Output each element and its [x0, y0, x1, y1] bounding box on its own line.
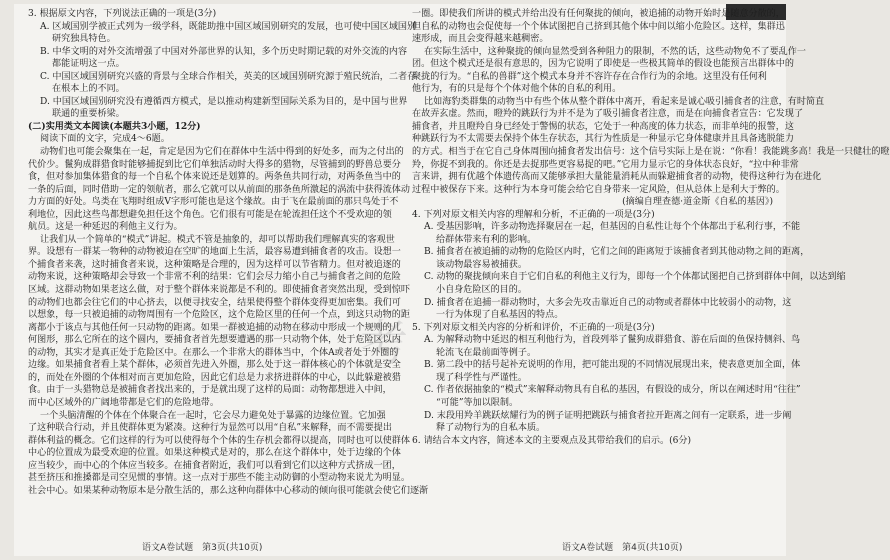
right-text-line: B. 捕食者在被追捕的动物的危险区内时，它们之间的距离短于该捕食者到其他动物之间的距离， — [424, 247, 810, 258]
right-text-line: 聚拢的行为。“自私的兽群”这个模式本身并不容许存在合作行为的余地。这里没有任何利 — [412, 71, 767, 82]
left-text-line: 应当较少，而中心的个体应当较多。在捕食者附近，我们可以看到它们以这种方式挤成一团， — [28, 460, 401, 471]
right-text-line: 速形成，而且会变得越来越稠密。 — [412, 34, 549, 45]
right-text-line: 小自身危险区的目的。 — [436, 285, 527, 296]
right-text-line: 在故弄玄虚。然而，瞪羚的跳跃行为并不是为了吸引捕食者注意，而是在向捕食者宣告：它发现了 — [412, 109, 804, 120]
left-text-line: 边缘。如果捕食者看上某个群体，必须首先进入外圈，那么处于这一群体核心的个体就是安全 — [28, 360, 401, 371]
left-text-line: 区域。这群动物如果老这么做，对于整个群体来说都是不利的。即使捕食者突然出现，受到惊吓 — [28, 285, 410, 296]
right-text-line: A. 受基因影响，许多动物选择聚居在一起，但基因的自私性让每个个体都出于私利行事，不能 — [424, 222, 801, 233]
right-text-line: 种跳跃行为不太需要去保持个体生存状态，其行为性质是一种显示它身体健康并且具备逃脱能力 — [412, 134, 794, 145]
left-text-line: 航员。这是一种延迟的利他主义行为。 — [28, 222, 183, 233]
right-text-line: 释了动物行为的自私本质。 — [436, 423, 546, 434]
right-text-line: A. 为解释动物中延迟的相互利他行为，首段列举了鬣狗成群猎食、游在后面的鱼保持侧斜、鸟 — [424, 335, 801, 346]
right-text-line: 羚，你捉不到我的。你还是去捉那些更容易捉的吧。”它用力显示它的身体状态良好，“拉中种非常 — [412, 159, 799, 170]
right-text-line: 一行为体现了自私基因的特点。 — [436, 310, 564, 321]
left-text-line: D. 中国区域国别研究没有遵循西方模式，是以推动构建新型国际关系为目的，是中国与世界 — [40, 96, 408, 107]
right-text-line: 4. 下列对原文相关内容的理解和分析，不正确的一项是(3分) — [412, 209, 655, 220]
left-text-line: 动物来说，这种策略却会导致一个非常不利的结果：它们会尽力缩小自己与捕食者之间的危险 — [28, 272, 401, 283]
left-text-line: 了这种联合行动，并且使群体更为紧凑。这种行为显然可以用“自私”来解释，而不需要提出 — [28, 423, 392, 434]
left-text-line: 动物们也可能会聚集在一起，肯定是因为它们在群体中生活中得到的好处多，而为之付出的 — [40, 147, 404, 158]
left-text-line: 代价少。鬣狗成群猎食时能够捕捉到比它们单独活动时大得多的猎物，尽管捕到的野兽总要分 — [28, 159, 401, 170]
left-text-line: 食。由于一头猎物总是被捕食者找出来的，于是就出现了这样的局面：动物都想进入中间， — [28, 385, 392, 396]
exam-paper-spread — [14, 4, 890, 556]
right-text-line: 但自私的动物也会促使每一个个体试图把自己挤到其他个体中间以缩小危险区。这样，集群迅 — [412, 21, 785, 32]
left-text-line: 群体利益的概念。它们这样的行为可以使得每个个体的生存机会都得以提高，同时也可以使群体 — [28, 435, 410, 446]
right-text-line: 5. 下列对原文相关内容的分析和评价，不正确的一项是(3分) — [412, 322, 655, 333]
left-text-line: 食，但对参加集体猎食的每一个自私个体来说还是划算的。两条鱼共同行动，对两条鱼当中的 — [28, 172, 401, 183]
left-text-line: 力方面的好处。鸟类在飞翔时组成V字形可能也是这个缘故。由于飞在最前面的那只鸟处于不 — [28, 197, 399, 208]
right-text-line: C. 作者依据抽象的“模式”来解释动物具有自私的基因，有假设的成分，所以在阐述时用“往往” — [424, 385, 801, 396]
left-text-line: 甚至挤压和推搡都是司空见惯的事情。这一点对于那些不能主动防御的小型动物来说尤为明显。 — [28, 473, 410, 484]
right-text-line: C. 动物的聚拢倾向来自于它们自私的利他主义行为，即每一个个体都试图把自己挤到群体中间，以达到缩 — [424, 272, 846, 283]
left-page-column — [28, 8, 429, 497]
left-text-line: 的动物们也都会往它们的中心挤去，以便寻找安全，结果使得整个群体变得更加密集。我们可 — [28, 297, 401, 308]
right-text-line: 比如海豹类群集的动物当中有些个体从整个群体中离开，看起来是诚心吸引捕食者的注意，有时简直 — [424, 96, 825, 107]
left-text-line: 而中心区域外的广阔地带都是它们的危险地带。 — [28, 397, 219, 408]
left-text-line: 联通的重要桥梁。 — [52, 109, 125, 120]
left-text-line: 3. 根据原文内容，下列说法正确的一项是(3分) — [28, 9, 217, 19]
left-text-line: 以想象，每一只被追捕的动物周围有一个危险区，这个危险区里的任何一个点，到这只动物的距 — [28, 310, 410, 321]
left-text-line: 一条的后面，同时借助一定的领航者，那么它就可以从前面的那条鱼所激起的涡流中获得流体动 — [28, 184, 410, 195]
right-text-line: 的方式。相当于在它自己身体周围向捕食者发出信号：这个信号实际上是在说：“你看！我能跳多高！我是一只健壮的瞪 — [412, 147, 890, 158]
left-text-line: 研究独具特色。 — [52, 34, 116, 45]
right-text-line: 过程中被保存下来。这种行为本身可能会给它自身带来一定风险，但从总体上是利大于弊的。 — [412, 184, 785, 195]
left-text-line: 的，而处在外圈的个体相对而言更加危险，因此它们总是力求挤进群体的中心，以此躲避被猎 — [28, 372, 401, 383]
right-text-line: 团。但这个模式还是很有意思的，因为它说明了即使是一些极其简单的假设也能预言出群体中的 — [412, 59, 794, 70]
left-text-line: A. 区域国别学被正式列为一级学科，既能助推中国区域国别研究的发展，也可使中国区域国别 — [40, 21, 417, 32]
left-text-line: 离都小于该点与其他任何一只动物的距离。如果一群被追捕的动物在移动中形成一个规则的几 — [28, 322, 401, 333]
right-text-line: 轮流飞在最前面等例子。 — [436, 347, 537, 358]
left-text-line: 何图形，那么它所在的这个圆内，要捕食者首先想要遭遇的那一只动物个体，处于危险区以内 — [28, 335, 401, 346]
right-text-line: D. 捕食者在追捕一群动物时，大多会先攻击靠近自己的动物或者群体中比较弱小的动物，这 — [424, 297, 792, 308]
right-page-column — [412, 8, 890, 447]
right-text-line: 该动物最容易被捕获。 — [436, 259, 527, 270]
right-text-line: 他行为，有的只是每个个体对他个体的自私的利用。 — [412, 84, 622, 95]
left-text-line: 个捕食者来袭，这时捕食者来说，这种策略是合理的，因为这样可以节省精力。但对被追逐的 — [28, 259, 401, 270]
right-text-line: 一圈。即使我们所讲的模式并给出没有任何聚拢的倾向，被追捕的动物开始时是随意分散的， — [412, 9, 785, 19]
right-text-line: 捕食者，并且瞪羚自身已经处于警惕的状态，它处于一种高度的体力状态，而非单纯的报警，这 — [412, 121, 794, 132]
right-text-line: 6. 请结合本文内容，简述本文的主要观点及其带给我们的启示。(6分) — [412, 435, 692, 446]
left-text-line: 让我们从一个简单的“模式”讲起。模式不管是抽象的，却可以帮助我们理解真实的客观世 — [40, 234, 395, 245]
left-text-line: B. 中华文明的对外交流增强了中国对外部世界的认知，多个历史时期记载的对外交流的内容 — [40, 46, 408, 57]
left-text-line: 都能证明这一点。 — [52, 59, 125, 70]
right-text-line: D. 末段用羚羊跳跃炫耀行为的例子证明把跳跃与捕食者拉开距离之间有一定联系，进一步阐 — [424, 410, 792, 421]
left-text-line: 中心的位置成为最受欢迎的位置。如果这种模式是对的，那么在这个群体中，处于边缘的个体 — [28, 448, 401, 459]
left-text-line: 的动物，其实才是真正处于危险区中。在那么一个非常大的群体当中，个体A或者处于外圈的 — [28, 347, 399, 358]
right-text-line: 在实际生活中，这种聚拢的倾向显然受到各种阻力的限制，不然的话，这些动物免不了要乱作一 — [424, 46, 806, 57]
left-text-line: 在根本上的不同。 — [52, 84, 125, 95]
right-text-line: B. 第二段中的括号起补充说明的作用，把可能出现的不同情况展现出来，使表意更加全面，体 — [424, 360, 801, 371]
right-text-line: 言来讲，拥有优越个体遗传高而又能够承担大量能量消耗从而躲避捕食者的动物，使得这种行为在进化 — [412, 172, 822, 183]
left-text-line: 阅读下面的文字，完成4～6题。 — [40, 134, 170, 145]
left-text-line: 社会中心。如果某种动物原本是分散生活的，那么这种向群体中心移动的倾向很可能就会使它们逐渐 — [28, 485, 429, 496]
left-text-line: (二)实用类文本阅读(本题共3小题，12分) — [28, 120, 201, 132]
right-text-line: 给群体带来有利的影响。 — [436, 234, 537, 245]
left-text-line: 利地位，因此这些鸟都想避免担任这个角色。它们很有可能是在轮流担任这个不受欢迎的领 — [28, 209, 392, 220]
right-text-line: (摘编自理查德·道金斯《自私的基因》) — [622, 197, 773, 208]
right-text-line: 现了科学性与严谨性。 — [436, 372, 527, 383]
right-page-footer: 语文A卷试题 第4页(共10页) — [562, 543, 683, 553]
watermark-glyph: 考 — [360, 315, 409, 371]
left-text-line: 界。设想有一群某一物种的动物被迫在空旷的地面上生活，最容易遭到捕食者的攻击。设想一 — [28, 247, 401, 258]
right-text-line: “可能”等加以限制。 — [436, 397, 519, 408]
left-text-line: C. 中国区域国别研究兴盛的背景与全球合作相关，英美的区域国别研究源于殖民统治，二者存 — [40, 71, 417, 82]
left-text-line: 一个头脑清醒的个体在个体聚合在一起时，它会尽力避免处于暴露的边缘位置。它加强 — [40, 410, 386, 421]
left-page-footer: 语文A卷试题 第3页(共10页) — [142, 543, 263, 553]
